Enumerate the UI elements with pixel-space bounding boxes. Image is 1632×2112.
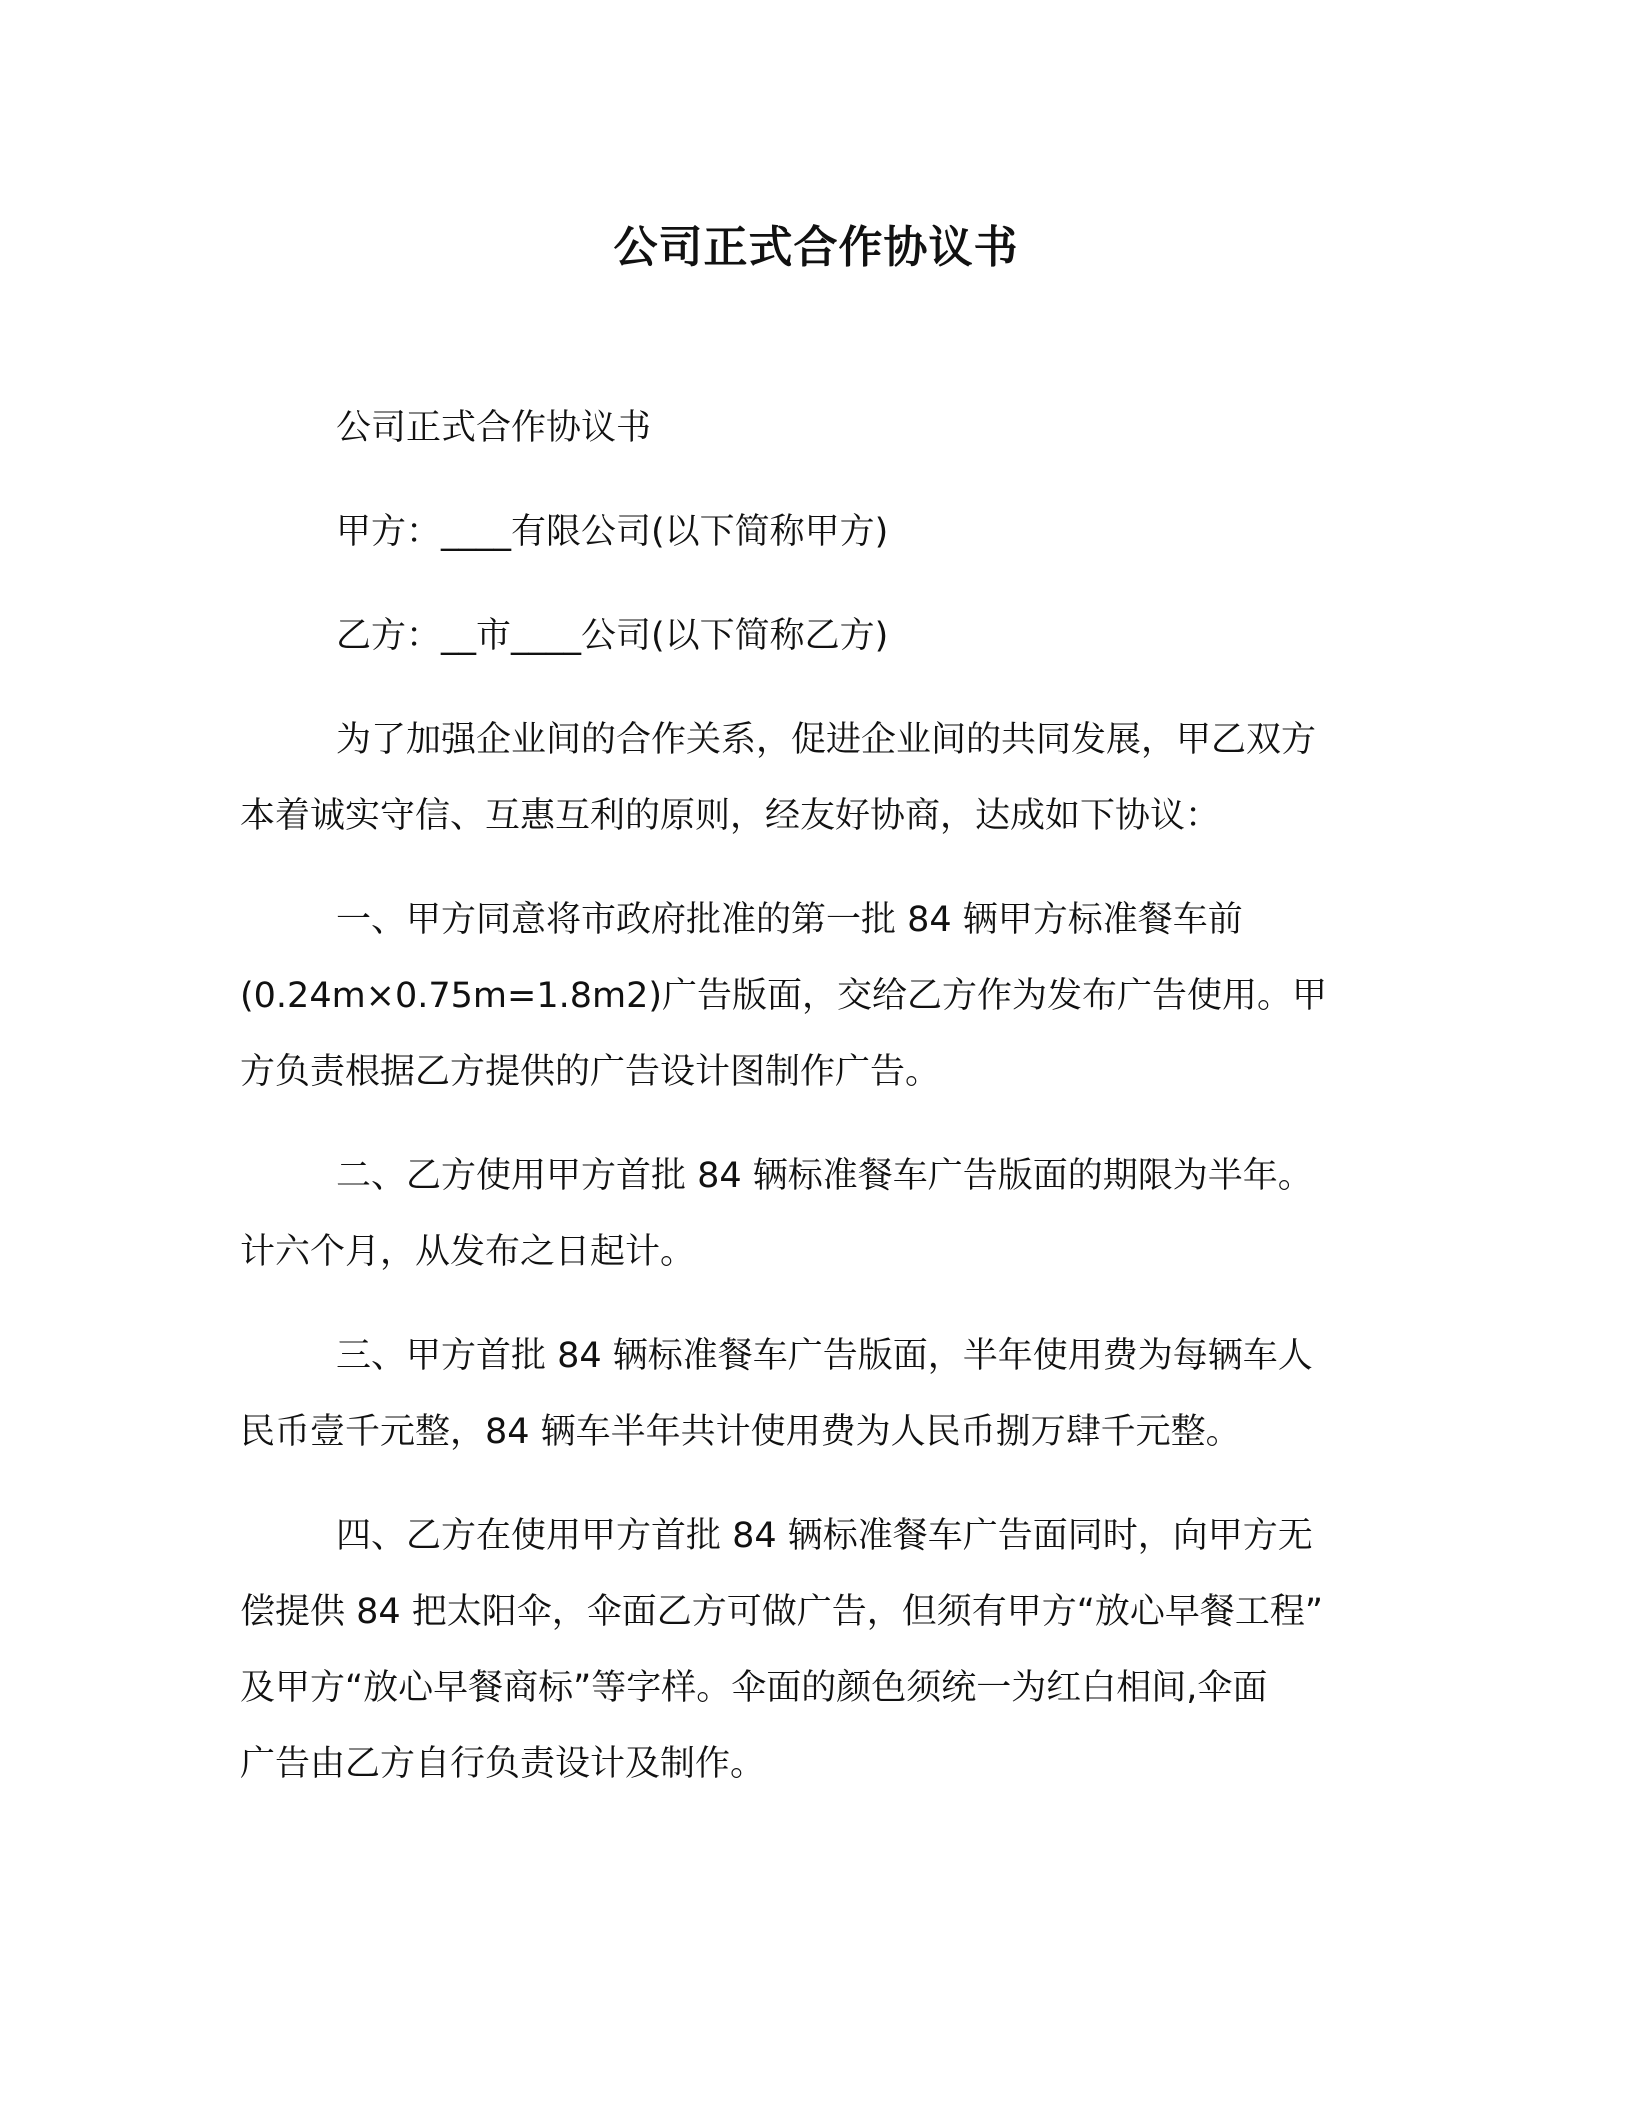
paragraph-clause-4: [240, 1498, 1412, 1802]
paragraph-party-b: [240, 598, 1412, 674]
paragraph-line: 二、乙方使用甲方首批 84 辆标准餐车广告版面的期限为半年。: [336, 1156, 1313, 1196]
paragraph-clause-1: [240, 882, 1412, 1110]
document-title: 公司正式合作协议书: [613, 222, 1019, 273]
paragraph-line: 广告由乙方自行负责设计及制作。: [240, 1744, 766, 1784]
paragraph-line: 方负责根据乙方提供的广告设计图制作广告。: [240, 1052, 941, 1092]
paragraph-line: 本着诚实守信、互惠互利的原则，经友好协商，达成如下协议：: [240, 796, 1221, 836]
paragraph-line: 计六个月，从发布之日起计。: [240, 1232, 696, 1272]
paragraph-line: (0.24m×0.75m=1.8m2)广告版面，交给乙方作为发布广告使用。甲: [240, 976, 1328, 1016]
paragraph-line: 甲方：____有限公司(以下简称甲方): [336, 512, 889, 552]
document-body: [240, 390, 1412, 1830]
paragraph-heading: [240, 390, 1412, 466]
paragraph-clause-2: [240, 1138, 1412, 1290]
paragraph-line: 及甲方“放心早餐商标”等字样。伞面的颜色须统一为红白相间,伞面: [240, 1668, 1268, 1708]
paragraph-line: 公司正式合作协议书: [336, 408, 652, 448]
paragraph-line: 偿提供 84 把太阳伞，伞面乙方可做广告，但须有甲方“放心早餐工程”: [240, 1592, 1324, 1632]
paragraph-line: 三、甲方首批 84 辆标准餐车广告版面，半年使用费为每辆车人: [336, 1336, 1313, 1376]
paragraph-line: 为了加强企业间的合作关系，促进企业间的共同发展，甲乙双方: [336, 720, 1317, 760]
paragraph-line: 民币壹千元整，84 辆车半年共计使用费为人民币捌万肆千元整。: [240, 1412, 1241, 1452]
paragraph-line: 四、乙方在使用甲方首批 84 辆标准餐车广告面同时，向甲方无: [336, 1516, 1313, 1556]
paragraph-party-a: [240, 494, 1412, 570]
paragraph-preamble: [240, 702, 1412, 854]
paragraph-line: 一、甲方同意将市政府批准的第一批 84 辆甲方标准餐车前: [336, 900, 1243, 940]
paragraph-line: 乙方：__市____公司(以下简称乙方): [336, 616, 889, 656]
paragraph-clause-3: [240, 1318, 1412, 1470]
